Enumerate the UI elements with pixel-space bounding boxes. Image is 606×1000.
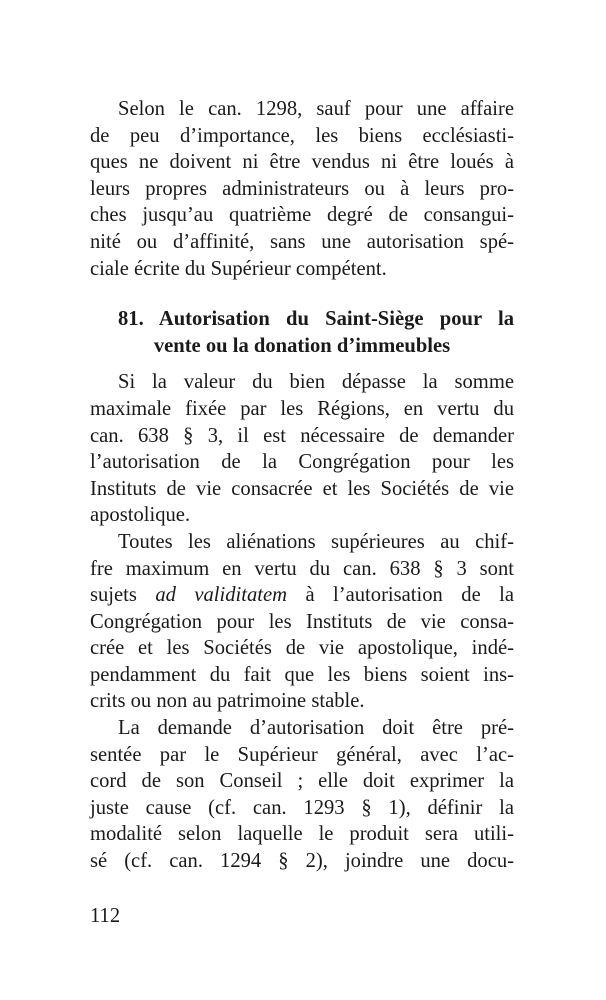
heading-line: vente ou la donation d’immeubles (153, 334, 451, 357)
page-number: 112 (90, 905, 121, 927)
text-line: de peu d’importance, les biens ecclésiasti- (90, 124, 514, 147)
text-run: sujets (90, 584, 156, 607)
text-line: sentée par le Supérieur général, avec l’ac- (90, 743, 514, 766)
page-body (90, 96, 514, 875)
text-line: Instituts de vie consacrée et les Sociétés de vie (90, 477, 514, 500)
text-line: nité ou d’affinité, sans une autorisation spé- (90, 230, 514, 253)
text-line: juste cause (cf. can. 1293 § 1), définir la (90, 796, 514, 819)
heading-line: 81. Autorisation du Saint-Siège pour la (118, 308, 514, 331)
section-heading (90, 306, 514, 359)
text-line: fre maximum en vertu du can. 638 § 3 sont (90, 557, 514, 580)
text-line: Congrégation pour les Instituts de vie consa- (90, 610, 514, 633)
paragraph-2 (90, 369, 514, 529)
text-line: apostolique. (90, 504, 191, 527)
text-line: pendamment du fait que les biens soient ins- (90, 663, 514, 686)
paragraph-3 (90, 529, 514, 715)
text-line: Toutes les aliénations supérieures au chif- (118, 530, 514, 553)
text-line: ciale écrite du Supérieur compétent. (90, 257, 387, 280)
paragraph-4 (90, 715, 514, 875)
text-line: leurs propres administrateurs ou à leurs pro- (90, 177, 514, 200)
text-line (90, 582, 514, 609)
text-line: cord de son Conseil ; elle doit exprimer la (90, 770, 514, 793)
text-line: crée et les Sociétés de vie apostolique, indé- (90, 637, 514, 660)
text-line: modalité selon laquelle le produit sera utili- (90, 823, 514, 846)
text-line: Si la valeur du bien dépasse la somme (118, 371, 514, 394)
text-run: à l’autorisation de la (287, 584, 514, 607)
text-line: l’autorisation de la Congrégation pour les (90, 451, 514, 474)
italic-term: ad validitatem (155, 584, 288, 607)
text-line: Selon le can. 1298, sauf pour une affaire (118, 98, 514, 120)
text-line: can. 638 § 3, il est nécessaire de demander (90, 424, 514, 447)
paragraph-1 (90, 96, 514, 282)
text-line: ques ne doivent ni être vendus ni être loués à (90, 151, 514, 174)
text-line: maximale fixée par les Régions, en vertu du (90, 397, 514, 420)
text-line: sé (cf. can. 1294 § 2), joindre une docu- (90, 850, 514, 873)
text-line: ches jusqu’au quatrième degré de consangui- (90, 204, 514, 227)
text-line: La demande d’autorisation doit être pré- (118, 717, 514, 740)
text-line: crits ou non au patrimoine stable. (90, 690, 365, 713)
